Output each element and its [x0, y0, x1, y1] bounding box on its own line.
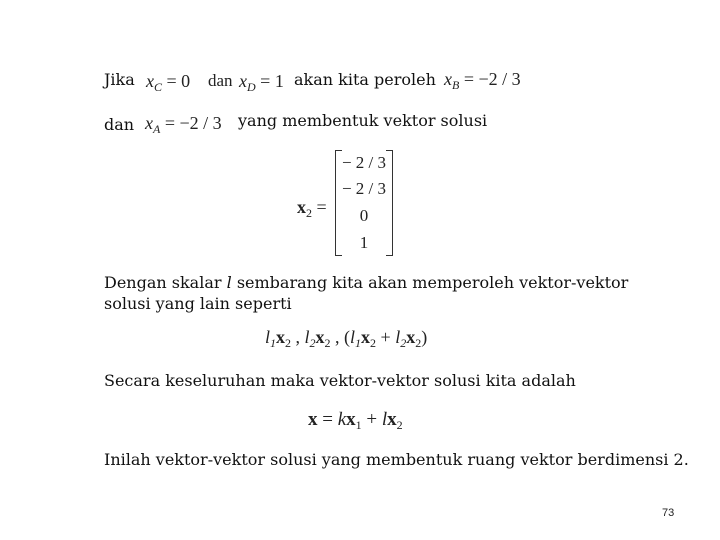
condition-xc: $x_C = 0$ — [146, 71, 191, 94]
word-dan: dan — [104, 115, 135, 134]
word-jika: Jika — [104, 70, 135, 89]
combination-expressions: $l_1x_2$ , $l_2x_2$ , $(l_1x_2 + l_2x_2)$ — [265, 327, 428, 350]
para-secara-keseluruhan: Secara keseluruhan maka vektor-vektor solusi kita adalah — [104, 371, 576, 390]
vector-entry: − 2 / 3 — [341, 179, 387, 198]
vector-entry: 1 — [359, 233, 369, 252]
column-vector — [335, 150, 393, 256]
page-number: 73 — [662, 507, 675, 519]
result-xa: $x_A = -2 / 3$ — [145, 113, 222, 136]
vector-entry: − 2 / 3 — [341, 153, 387, 172]
condition-xd: $x_D = 1$ — [239, 71, 284, 94]
result-xb: $x_B = -2 / 3$ — [444, 69, 521, 92]
vector-x2-label: $x_2$ = — [297, 197, 327, 220]
general-solution: $x = kx_1 + lx_2$ — [308, 409, 403, 432]
vector-entry: 0 — [359, 206, 369, 225]
text-akan-kita-peroleh: akan kita peroleh — [294, 70, 436, 89]
para-inilah: Inilah vektor-vektor solusi yang membentuk ruang vektor berdimensi 2. — [104, 450, 689, 469]
right-bracket — [386, 150, 393, 256]
text-vektor-solusi: yang membentuk vektor solusi — [238, 111, 488, 130]
word-dan-math: dan — [208, 71, 233, 90]
para-dengan-skalar: Dengan skalar l sembarang kita akan memperoleh vektor-vektor — [104, 273, 629, 292]
para-solusi-lain: solusi yang lain seperti — [104, 294, 292, 313]
